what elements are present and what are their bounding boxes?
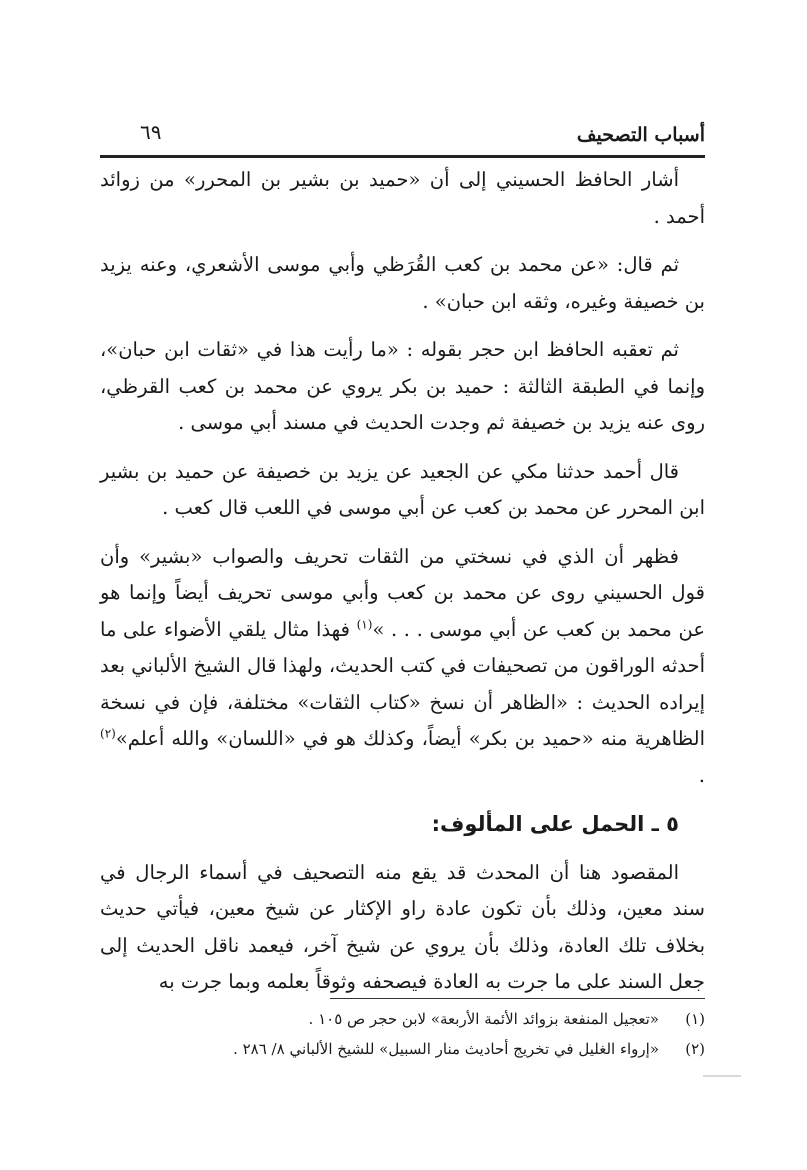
- footnote-text: «تعجيل المنفعة بزوائد الأئمة الأربعة» لابن حجر ص ١٠٥ .: [308, 1010, 659, 1028]
- footnote-rule: [330, 998, 705, 999]
- footnote-ref: (١): [356, 617, 373, 631]
- section-heading: ٥ ـ الحمل على المألوف:: [431, 812, 679, 836]
- paragraph: [100, 539, 705, 795]
- header-rule: [100, 155, 705, 158]
- footnote-number: (١): [685, 1010, 705, 1028]
- footnote-text: «إرواء الغليل في تخريج أحاديث منار السبيل» للشيخ الألباني ٨/ ٢٨٦ .: [233, 1040, 659, 1058]
- page-header: [100, 118, 705, 158]
- paragraph: أشار الحافظ الحسيني إلى أن «حميد بن بشير بن المحرر» من زوائد أحمد .: [100, 168, 705, 228]
- footnote: [100, 1034, 705, 1064]
- footnote-ref: (٢): [100, 726, 116, 741]
- scan-mark: [703, 1075, 741, 1077]
- paragraph-text: فهذا مثال يلقي الأضواء على ما أحدثه الوراقون من تصحيفات في كتب الحديث، ولهذا قال الشيخ الألباني بعد إيراده الحديث : «الظاهر أن نسخ «كتاب الثقات» مختلفة، فإن في نسخة الظاهرية منه «حميد بن بكر» أيضاً، وكذلك هو في «اللسان» والله أعلم»: [100, 617, 705, 750]
- paragraph-text: .: [698, 763, 705, 787]
- main-text: [100, 162, 705, 1013]
- paragraph: ثم قال: «عن محمد بن كعب القُرَظي وأبي موسى الأشعري، وعنه يزيد بن خصيفة وغيره، وثقه ابن حبان» .: [100, 253, 705, 313]
- paragraph: ثم تعقبه الحافظ ابن حجر بقوله : «ما رأيت هذا في «ثقات ابن حبان»، وإنما في الطبقة الثالثة : حميد بن بكر يروي عن محمد بن كعب القرظي، روى عنه يزيد بن خصيفة ثم وجدت الحديث في مسند أبي موسى .: [100, 338, 705, 434]
- running-title: أسباب التصحيف: [576, 124, 705, 146]
- paragraph: المقصود هنا أن المحدث قد يقع منه التصحيف في أسماء الرجال في سند معين، وذلك بأن تكون عادة راو الإكثار عن شيخ معين، فيأتي حديث بخلاف تلك العادة، وذلك بأن يروي عن شيخ آخر، فيعمد ناقل الحديث إلى جعل السند على ما جرت به العادة فيصحفه وثوقاً بعلمه وبما جرت به: [100, 860, 705, 993]
- paragraph-text: فظهر أن الذي في نسختي من الثقات تحريف والصواب «بشير» وأن قول الحسيني روى عن محمد بن كعب وأبي موسى تحريف أيضاً وإنما هو عن محمد بن كعب عن أبي موسى . . . »: [100, 544, 705, 641]
- footnote-number: (٢): [685, 1040, 705, 1058]
- footnotes: [100, 1004, 705, 1064]
- paragraph: قال أحمد حدثنا مكي عن الجعيد عن يزيد بن خصيفة عن حميد بن بشير ابن المحرر عن محمد بن كعب عن أبي موسى في اللعب قال كعب .: [100, 459, 705, 519]
- page-number: ٦٩: [140, 120, 162, 144]
- footnote: [100, 1004, 705, 1034]
